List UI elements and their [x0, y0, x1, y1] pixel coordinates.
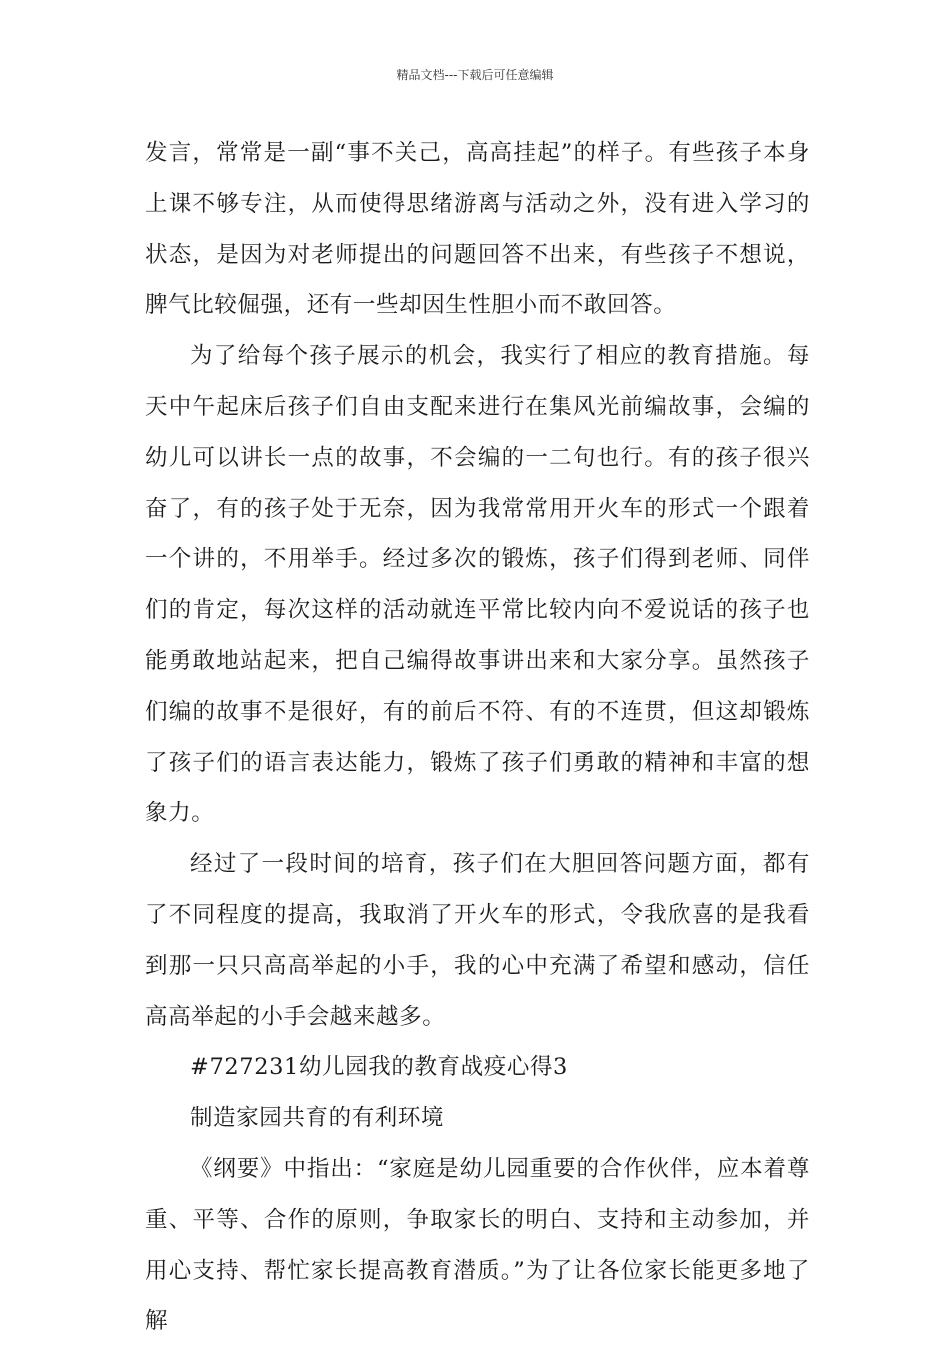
- section-title: #727231幼儿园我的教育战疫心得3: [190, 1054, 568, 1081]
- paragraph-outline-quote: 《纲要》中指出：“家庭是幼儿园重要的合作伙伴，应本着尊重、平等、合作的原则，争取家长的明白、支持和主动参加，并用心支持、帮忙家长提高教育潜质。”为了让各位家长能更多地了解: [145, 1155, 810, 1335]
- paragraph-measures: 为了给每个孩子展示的机会，我实行了相应的教育措施。每天中午起床后孩子们自由支配来进行在集风光前编故事，会编的幼儿可以讲长一点的故事，不会编的一二句也行。有的孩子很兴奋了，有的孩子处于无奈，因为我常常用开火车的形式一个跟着一个讲的，不用举手。经过多次的锻炼，孩子们得到老师、同伴们的肯定，每次这样的活动就连平常比较内向不爱说话的孩子也能勇敢地站起来，把自己编得故事讲出来和大家分享。虽然孩子们编的故事不是很好，有的前后不符、有的不连贯，但这却锻炼了孩子们的语言表达能力，锻炼了孩子们勇敢的精神和丰富的想象力。: [145, 343, 810, 827]
- paragraph-continued: 发言，常常是一副“事不关己，高高挂起”的样子。有些孩子本身上课不够专注，从而使得思绪游离与活动之外，没有进入学习的状态，是因为对老师提出的问题回答不出来，有些孩子不想说，脾气比较倔强，还有一些却因生性胆小而不敢回答。: [145, 140, 810, 319]
- paragraph-results: 经过了一段时间的培育，孩子们在大胆回答问题方面，都有了不同程度的提高，我取消了开火车的形式，令我欣喜的是我看到那一只只高高举起的小手，我的心中充满了希望和感动，信任高高举起的小手会越来越多。: [145, 851, 810, 1030]
- page-header: 精品文档---下载后可任意编辑: [396, 68, 554, 82]
- document-body: [145, 128, 810, 1347]
- section-subtitle: 制造家园共育的有利环境: [190, 1105, 445, 1132]
